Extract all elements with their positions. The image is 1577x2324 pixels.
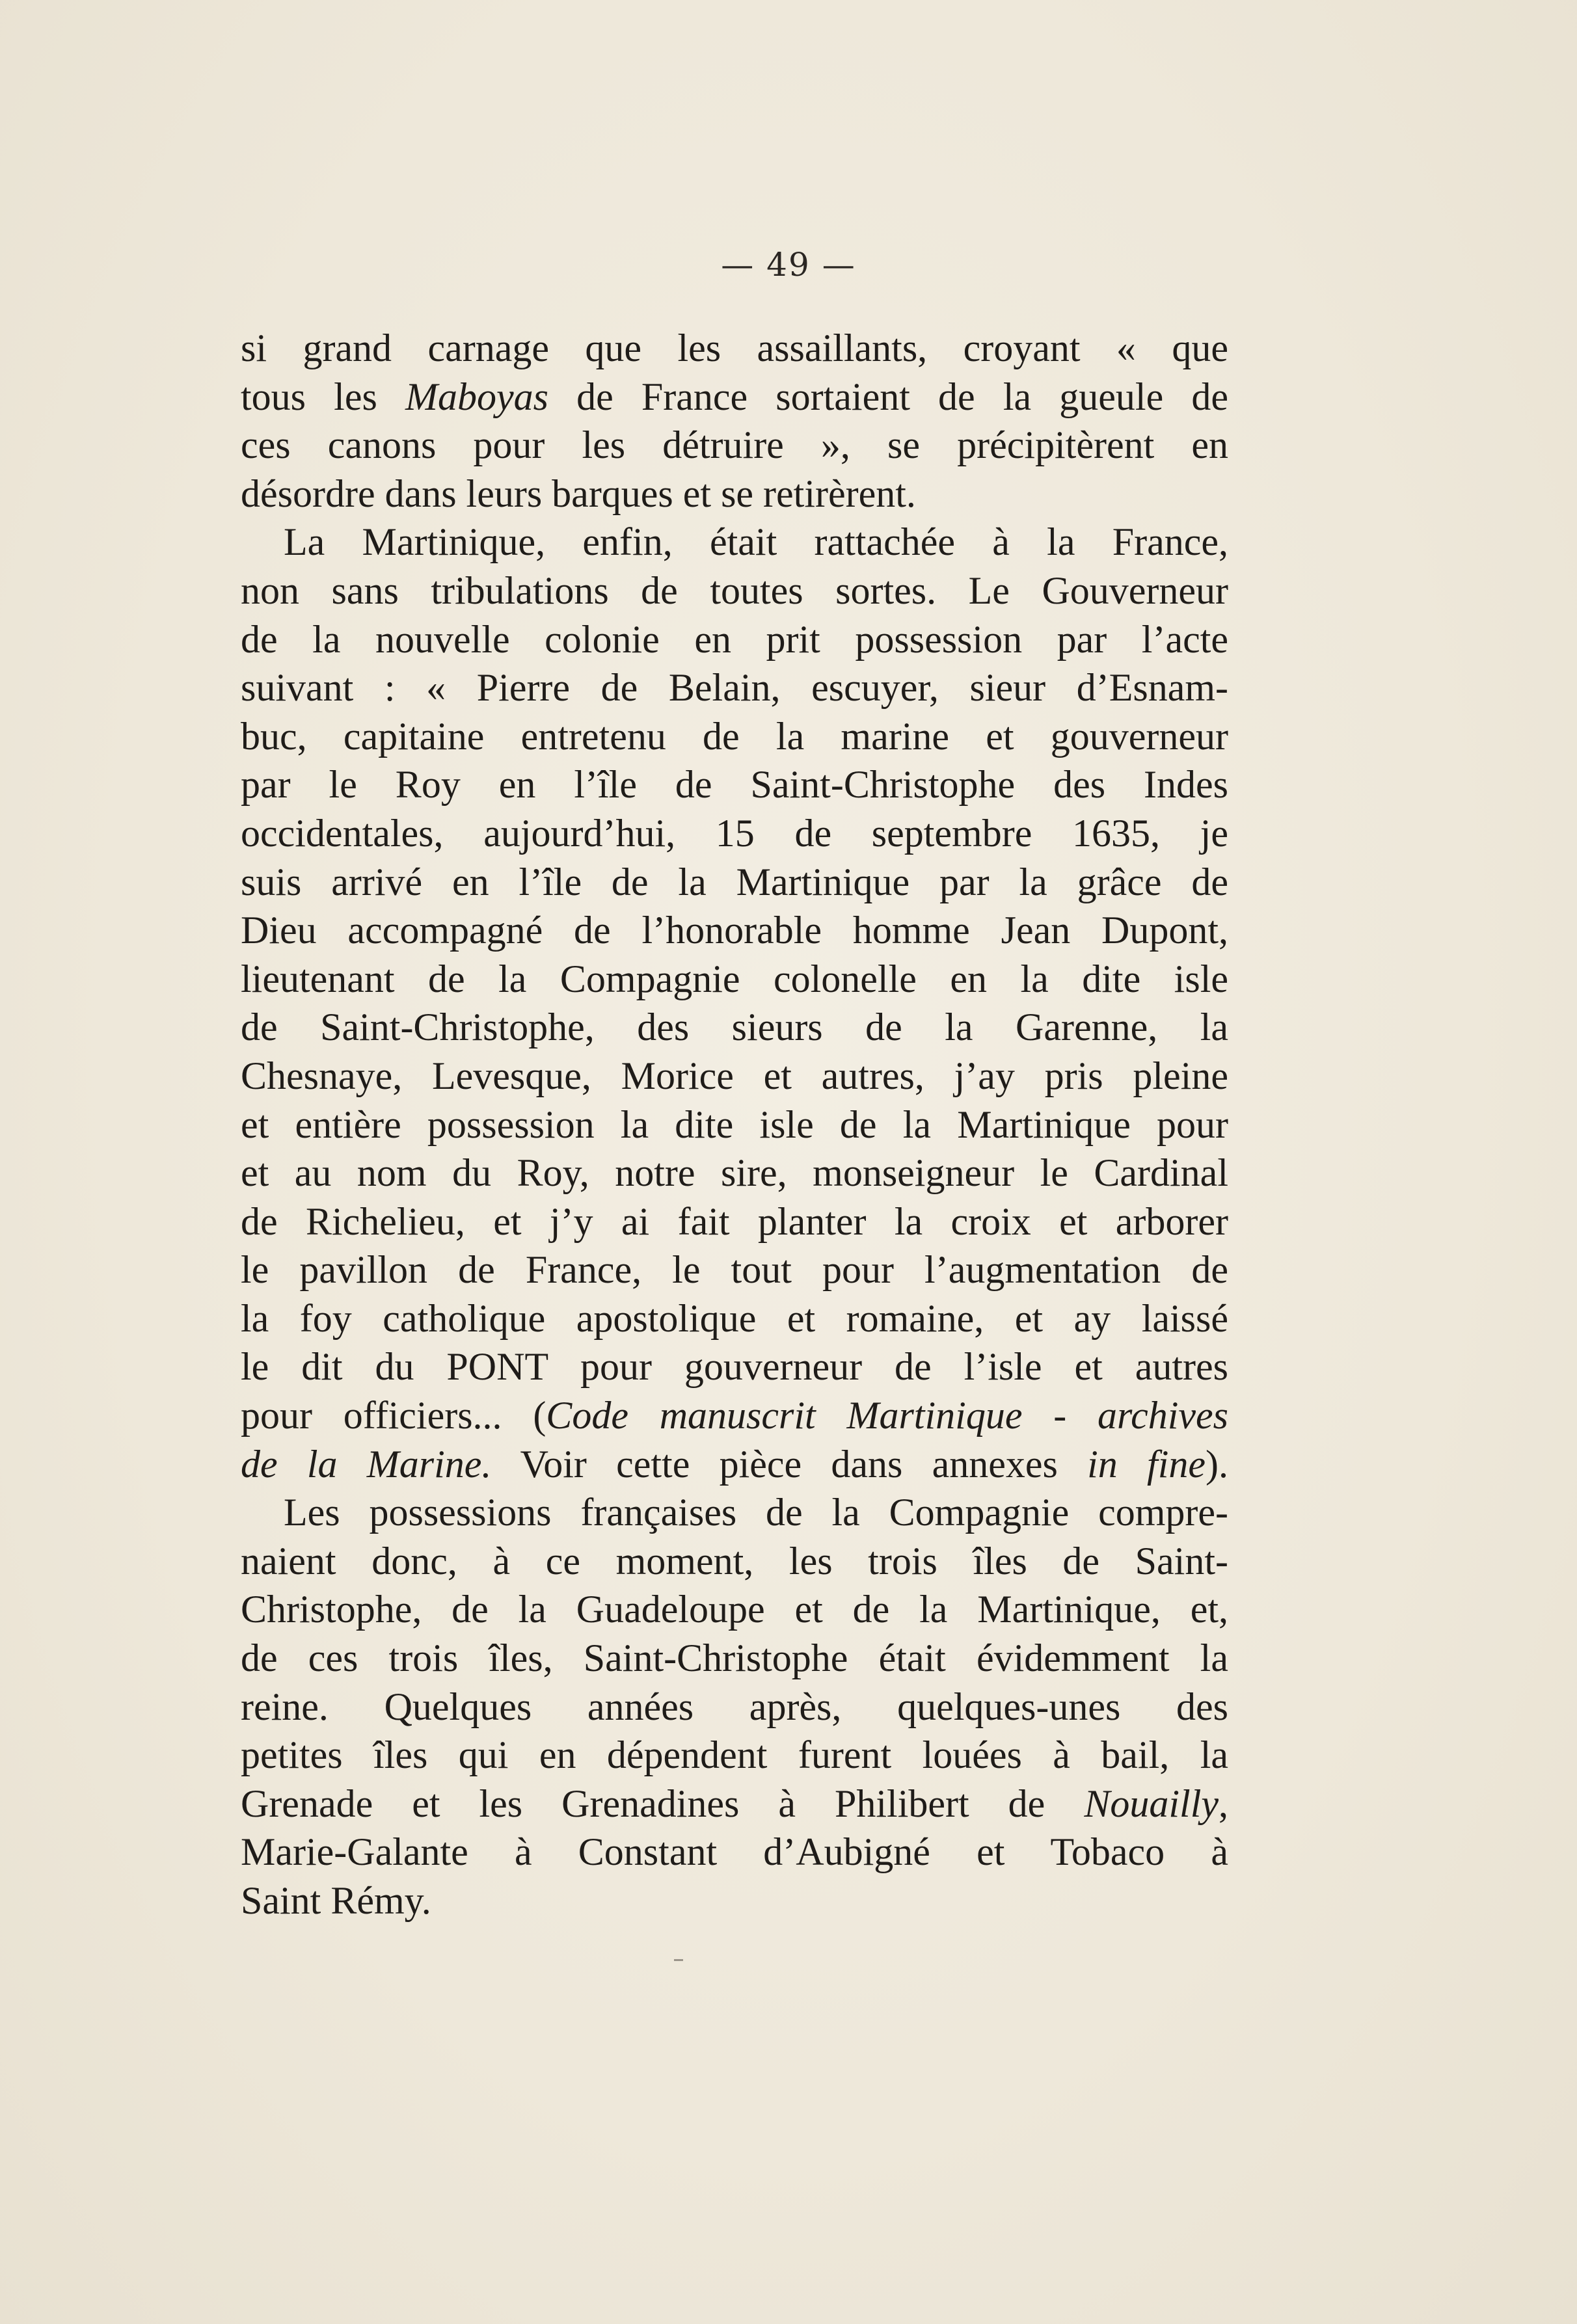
italic-text: de la Marine.: [241, 1442, 492, 1486]
text-line: [241, 1440, 1228, 1489]
text-line: [241, 1197, 1228, 1246]
text-segment: ces canons pour les détruire », se précipitèrent en: [241, 423, 1228, 467]
text-line: [241, 906, 1228, 955]
text-segment: petites îles qui en dépendent furent louées à bail, la: [241, 1733, 1228, 1777]
text-segment: désordre dans leurs barques et se retirèrent.: [241, 472, 916, 515]
text-line: [241, 1391, 1228, 1440]
text-line: [241, 567, 1228, 615]
text-segment: reine. Quelques années après, quelques-unes des: [241, 1685, 1228, 1728]
text-segment: par le Roy en l’île de Saint-Christophe des Indes: [241, 763, 1228, 807]
text-line: [241, 615, 1228, 664]
page-mark: [674, 1959, 683, 1961]
text-line: [241, 760, 1228, 809]
text-segment: Marie-Galante à Constant d’Aubigné et Tobaco à: [241, 1830, 1228, 1874]
text-line: [241, 421, 1228, 470]
text-segment: naient donc, à ce moment, les trois îles de Saint-: [241, 1539, 1228, 1583]
text-line: [241, 1731, 1228, 1780]
italic-text: in fine: [1087, 1442, 1206, 1486]
text-segment: Saint Rémy.: [241, 1879, 431, 1922]
body-text: [241, 324, 1228, 1925]
text-line: [241, 1101, 1228, 1149]
text-line: [241, 373, 1228, 421]
text-line: [241, 1780, 1228, 1828]
text-segment: ,: [1219, 1782, 1228, 1825]
text-line: [241, 955, 1228, 1004]
text-segment: et entière possession la dite isle de la Martinique pour: [241, 1102, 1228, 1146]
text-line: [241, 1537, 1228, 1586]
text-segment: la foy catholique apostolique et romaine, et ay laissé: [241, 1296, 1228, 1340]
text-segment: si grand carnage que les assaillants, croyant « que: [241, 327, 1228, 369]
text-line: [241, 1342, 1228, 1391]
text-line: [241, 1003, 1228, 1052]
text-line: [241, 518, 1228, 567]
text-line: [241, 1052, 1228, 1101]
text-line: [241, 712, 1228, 761]
text-segment: Voir cette pièce dans annexes: [491, 1442, 1088, 1486]
text-line: [241, 858, 1228, 907]
text-line: [241, 809, 1228, 858]
text-line: [241, 1246, 1228, 1294]
text-segment: lieutenant de la Compagnie colonelle en la dite isle: [241, 957, 1228, 1000]
text-segment: La Martinique, enfin, était rattachée à la France,: [284, 520, 1228, 564]
italic-text: Nouailly: [1084, 1782, 1219, 1825]
text-segment: de France sortaient de la gueule de: [548, 375, 1229, 418]
text-segment: le pavillon de France, le tout pour l’augmentation de: [241, 1248, 1228, 1292]
text-segment: de Richelieu, et j’y ai fait planter la croix et arborer: [241, 1199, 1228, 1243]
text-line: [241, 1828, 1228, 1877]
text-line: [241, 1488, 1228, 1537]
text-segment: de Saint-Christophe, des sieurs de la Garenne, la: [241, 1006, 1228, 1049]
text-line: [241, 1877, 1228, 1925]
text-segment: pour officiers... (: [241, 1394, 546, 1437]
text-segment: non sans tribulations de toutes sortes. Le Gouverneur: [241, 568, 1228, 612]
text-line: [241, 663, 1228, 712]
text-segment: suivant : « Pierre de Belain, escuyer, sieur d’Esnam-: [241, 666, 1228, 710]
text-line: [241, 1294, 1228, 1343]
text-segment: suis arrivé en l’île de la Martinique par la grâce de: [241, 860, 1228, 903]
text-line: [241, 1683, 1228, 1731]
text-segment: Grenade et les Grenadines à Philibert de: [241, 1782, 1085, 1825]
text-segment: occidentales, aujourd’hui, 15 de septembre 1635, je: [241, 811, 1228, 855]
text-segment: et au nom du Roy, notre sire, monseigneur le Cardinal: [241, 1151, 1228, 1195]
text-line: [241, 1149, 1228, 1197]
text-line: [241, 1634, 1228, 1683]
text-segment: Dieu accompagné de l’honorable homme Jean Dupont,: [241, 909, 1228, 952]
page-number: — 49 —: [721, 246, 856, 284]
italic-text: Maboyas: [405, 375, 548, 418]
text-segment: le dit du PONT pour gouverneur de l’isle et autres: [241, 1345, 1228, 1389]
text-segment: ).: [1206, 1442, 1228, 1486]
text-segment: Christophe, de la Guadeloupe et de la Martinique, et,: [241, 1588, 1228, 1631]
text-line: [241, 324, 1228, 373]
text-segment: Chesnaye, Levesque, Morice et autres, j’ay pris pleine: [241, 1054, 1228, 1097]
text-segment: de ces trois îles, Saint-Christophe était évidemment la: [241, 1636, 1228, 1680]
text-line: [241, 470, 1228, 518]
text-segment: Les possessions françaises de la Compagnie compre-: [284, 1491, 1228, 1534]
text-line: [241, 1585, 1228, 1634]
text-segment: tous les: [241, 375, 405, 418]
text-segment: de la nouvelle colonie en prit possession par l’acte: [241, 617, 1228, 661]
italic-text: Code manuscrit Martinique - archives: [546, 1394, 1228, 1437]
text-segment: buc, capitaine entretenu de la marine et gouverneur: [241, 714, 1228, 758]
